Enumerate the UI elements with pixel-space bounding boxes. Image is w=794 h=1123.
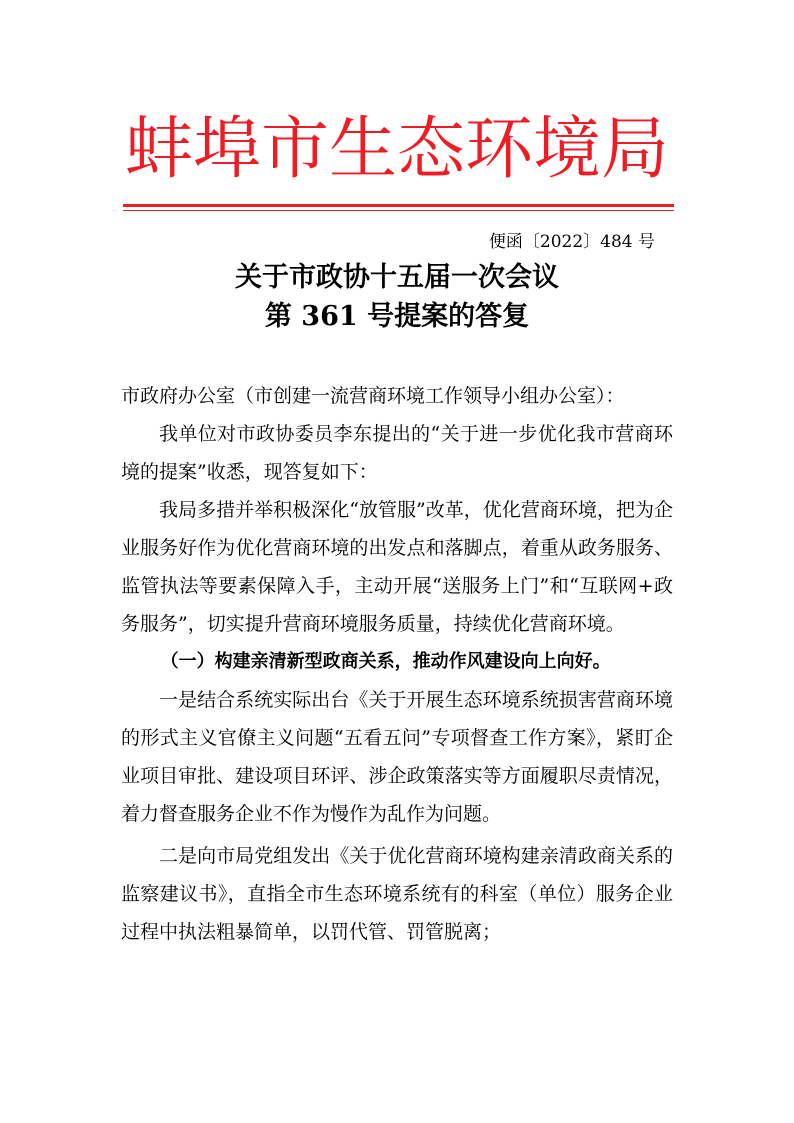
salutation: 市政府办公室（市创建一流营商环境工作领导小组办公室）：: [121, 385, 625, 407]
document-title-line-2: 第 361 号提案的答复: [264, 301, 530, 332]
document-body: [121, 377, 673, 951]
agency-letterhead-title: 蚌埠市生态环境局: [124, 110, 669, 189]
body-paragraph: 一是结合系统实际出台《关于开展生态环境系统损害营商环境的形式主义官僚主义问题“五看五问”专项督查工作方案》，紧盯企业项目审批、建设项目环评、涉企政策落实等方面履职尽责情况，着力督查服务企业不作为慢作为乱作为问题。: [121, 689, 673, 825]
letterhead-rule-thin: [123, 210, 674, 211]
body-paragraph: 我局多措并举积极深化“放管服”改革，优化营商环境，把为企业服务好作为优化营商环境的出发点和落脚点，着重从政务服务、监管执法等要素保障入手，主动开展“送服务上门”和“互联网+政务服务”，切实提升营商环境服务质量，持续优化营商环境。: [121, 499, 673, 635]
letterhead-rule-thick: [123, 204, 674, 207]
body-paragraph: 我单位对市政协委员李东提出的“关于进一步优化我市营商环境的提案”收悉，现答复如下：: [121, 423, 673, 483]
document-title-line-1: 关于市政协十五届一次会议: [235, 262, 559, 293]
body-paragraph: 二是向市局党组发出《关于优化营商环境构建亲清政商关系的监察建议书》，直指全市生态环境系统有的科室（单位）服务企业过程中执法粗暴简单，以罚代管、罚管脱离；: [121, 845, 673, 943]
document-number: 便函〔2022〕484 号: [488, 232, 655, 252]
section-heading: （一）构建亲清新型政商关系，推动作风建设向上向好。: [160, 651, 611, 672]
document-title: [0, 258, 794, 336]
